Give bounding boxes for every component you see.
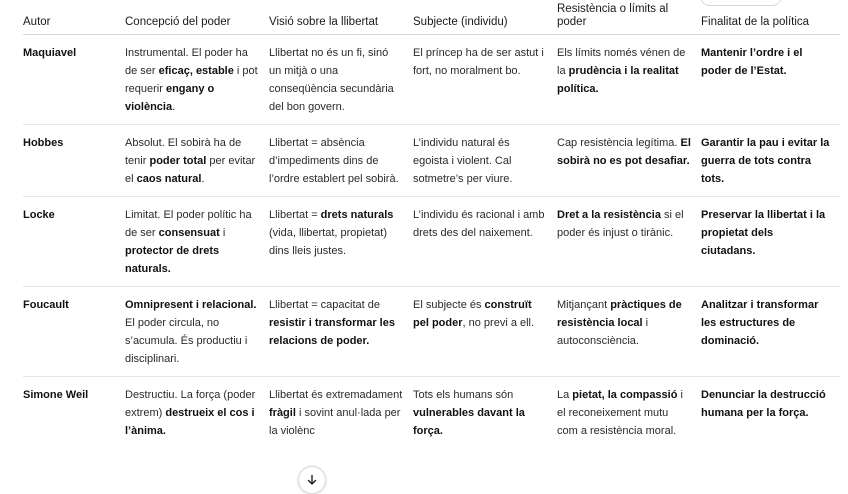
bold-text: protector de drets naturals. bbox=[125, 244, 220, 275]
power-cell bbox=[125, 34, 269, 124]
freedom-cell bbox=[269, 34, 413, 124]
bold-text: fràgil bbox=[269, 406, 296, 419]
bold-text: caos natural bbox=[136, 172, 202, 185]
bold-text: eficaç, estable bbox=[158, 64, 234, 77]
resistance-cell bbox=[557, 286, 701, 376]
header-author: Autor bbox=[23, 0, 125, 34]
table-row bbox=[23, 34, 840, 124]
text: i autoconsciència. bbox=[557, 316, 649, 347]
power-cell bbox=[125, 124, 269, 196]
text: L’individu natural és egoista i violent. Cal sotmetre’s per viure. bbox=[413, 136, 513, 185]
goal-cell: Analitzar i transformar les estructures de dominació. bbox=[701, 286, 840, 376]
text: i pot requerir bbox=[125, 64, 258, 95]
freedom-cell bbox=[269, 376, 413, 448]
power-cell bbox=[125, 376, 269, 448]
comparison-table bbox=[23, 0, 840, 448]
text: i el reconeixement mutu com a resistència moral. bbox=[557, 388, 683, 437]
text: Llibertat = capacitat de bbox=[269, 298, 380, 311]
text: Els límits només vénen de la bbox=[557, 46, 686, 77]
text: i bbox=[219, 226, 226, 239]
text: , no previ a ell. bbox=[462, 316, 535, 329]
subject-cell bbox=[413, 124, 557, 196]
text: (vida, llibertat, propietat) dins lleis justes. bbox=[269, 226, 387, 257]
table-row bbox=[23, 376, 840, 448]
goal-cell: Mantenir l’ordre i el poder de l’Estat. bbox=[701, 34, 840, 124]
text: L’individu és racional i amb drets des del naixement. bbox=[413, 208, 545, 239]
text: . bbox=[172, 100, 176, 113]
text: Mitjançant bbox=[557, 298, 611, 311]
power-cell bbox=[125, 196, 269, 286]
header-politics-goal: Finalitat de la política bbox=[701, 0, 840, 34]
goal-cell: Preservar la llibertat i la propietat dels ciutadans. bbox=[701, 196, 840, 286]
header-subject: Subjecte (individu) bbox=[413, 0, 557, 34]
bold-text: Dret a la resistència bbox=[557, 208, 661, 221]
table-row bbox=[23, 124, 840, 196]
text: Destructiu. La força (poder extrem) bbox=[125, 388, 256, 419]
author-cell: Hobbes bbox=[23, 124, 125, 196]
author-cell: Foucault bbox=[23, 286, 125, 376]
bold-text: destrueix el cos i l’ànima. bbox=[125, 406, 255, 437]
freedom-cell bbox=[269, 196, 413, 286]
bold-text: pietat, la compassió bbox=[572, 388, 678, 401]
bold-text: poder total bbox=[149, 154, 207, 167]
text: El poder circula, no s’acumula. És productiu i disciplinari. bbox=[125, 316, 248, 365]
bold-text: engany o violència bbox=[125, 82, 215, 113]
text: Absolut. El sobirà ha de tenir bbox=[125, 136, 242, 167]
text: Llibertat = bbox=[269, 208, 321, 221]
text: Cap resistència legítima. bbox=[557, 136, 681, 149]
author-cell: Simone Weil bbox=[23, 388, 89, 401]
resistance-cell bbox=[557, 376, 701, 448]
subject-cell bbox=[413, 196, 557, 286]
text: Tots els humans són bbox=[413, 388, 514, 401]
freedom-cell bbox=[269, 124, 413, 196]
text: La bbox=[557, 388, 573, 401]
text: i sovint anul·lada per la violènc bbox=[269, 406, 401, 437]
table-row bbox=[23, 196, 840, 286]
bold-text: pràctiques de resistència local bbox=[557, 298, 682, 329]
author-cell: Maquiavel bbox=[23, 34, 125, 124]
header-resistance: Resistència o límits al poder bbox=[557, 0, 701, 34]
text: per evitar el bbox=[125, 154, 256, 185]
author-cell: Locke bbox=[23, 196, 125, 286]
arrow-down-icon bbox=[306, 474, 318, 486]
bold-text: resistir i transformar les relacions de poder. bbox=[269, 316, 395, 347]
goal-cell: Denunciar la destrucció humana per la força. bbox=[701, 388, 826, 419]
bold-text: consensuat bbox=[158, 226, 220, 239]
text: Instrumental. El poder ha de ser bbox=[125, 46, 248, 77]
table-row bbox=[23, 286, 840, 376]
text: El príncep ha de ser astut i fort, no moralment bo. bbox=[413, 46, 544, 77]
bold-text: drets naturals bbox=[320, 208, 394, 221]
scroll-down-button[interactable] bbox=[298, 466, 326, 494]
resistance-cell bbox=[557, 34, 701, 124]
text: . bbox=[201, 172, 205, 185]
text: El subjecte és bbox=[413, 298, 485, 311]
bold-text: construït pel poder bbox=[413, 298, 532, 329]
freedom-cell bbox=[269, 286, 413, 376]
bold-text: El sobirà no es pot desafiar. bbox=[557, 136, 691, 167]
subject-cell bbox=[413, 34, 557, 124]
text: Llibertat = absència d’impediments dins de l’ordre establert pel sobirà. bbox=[269, 136, 399, 185]
bold-text: Omnipresent i relacional. bbox=[125, 298, 257, 311]
text: Llibertat no és un fi, sinó un mitjà o una conseqüència secundària del bon govern. bbox=[269, 46, 394, 113]
header-power-conception: Concepció del poder bbox=[125, 0, 269, 34]
power-cell bbox=[125, 286, 269, 376]
bold-text: prudència i la realitat política. bbox=[557, 64, 679, 95]
text: si el poder és injust o tirànic. bbox=[557, 208, 684, 239]
bold-text: vulnerables davant la força. bbox=[413, 406, 525, 437]
resistance-cell bbox=[557, 124, 701, 196]
resistance-cell bbox=[557, 196, 701, 286]
header-freedom-view: Visió sobre la llibertat bbox=[269, 0, 413, 34]
text: Limitat. El poder polític ha de ser bbox=[125, 208, 252, 239]
goal-cell: Garantir la pau i evitar la guerra de tots contra tots. bbox=[701, 124, 840, 196]
table-header-row bbox=[23, 0, 840, 34]
subject-cell bbox=[413, 286, 557, 376]
text: Llibertat és extremadament bbox=[269, 388, 403, 401]
subject-cell bbox=[413, 376, 557, 448]
